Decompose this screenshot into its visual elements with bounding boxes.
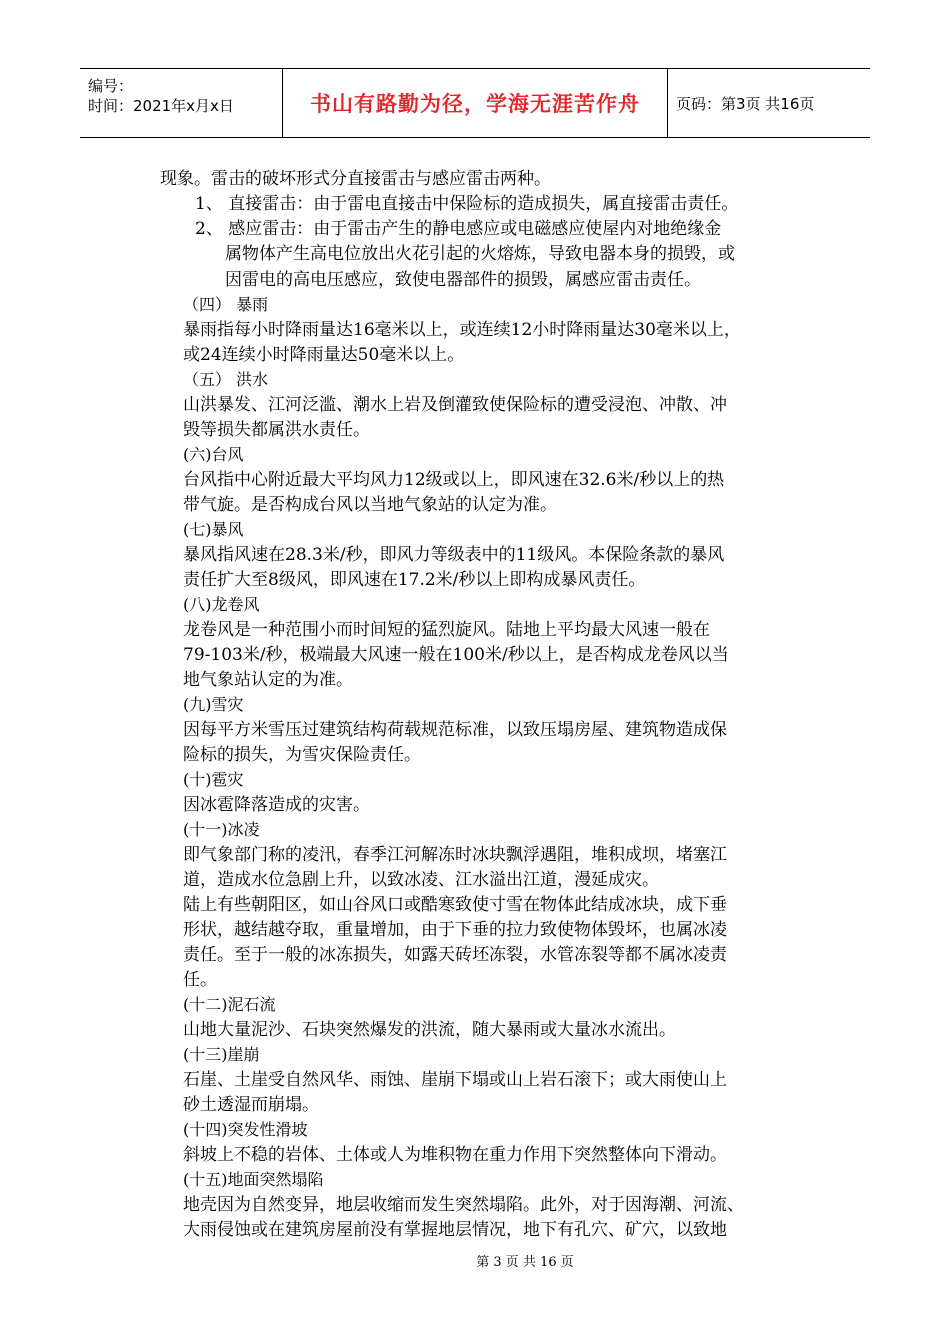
body-line: 形状，越结越夺取，重量增加，由于下垂的拉力致使物体毁坏，也属冰凌 <box>183 920 727 940</box>
section-heading: (十五)地面突然塌陷 <box>183 1170 324 1189</box>
body-line: 石崖、土崖受自然风华、雨蚀、崖崩下塌或山上岩石滚下；或大雨使山上 <box>183 1070 727 1090</box>
body-line: 大雨侵蚀或在建筑房屋前没有掌握地层情况，地下有孔穴、矿穴，以致地 <box>183 1220 727 1240</box>
section-heading: (八)龙卷风 <box>183 595 260 614</box>
list-item-2: 2、 感应雷击：由于雷击产生的静电感应或电磁感应使屋内对地绝缘金 <box>195 219 722 239</box>
body-line: 责任扩大至8级风，即风速在17.2米/秒以上即构成暴风责任。 <box>183 570 646 590</box>
body-line: 因雷电的高电压感应，致使电器部件的损毁，属感应雷击责任。 <box>225 270 701 290</box>
body-line: 陆上有些朝阳区，如山谷风口或酷寒致使寸雪在物体此结成冰块，成下垂 <box>183 895 727 915</box>
body-line: 砂土透湿而崩塌。 <box>183 1095 319 1115</box>
page-header <box>80 68 870 138</box>
body-line: 现象。雷击的破坏形式分直接雷击与感应雷击两种。 <box>160 169 551 189</box>
document-number-label: 编号： <box>88 77 134 95</box>
body-line: 属物体产生高电位放出火花引起的火熔炼，导致电器本身的损毁，或 <box>225 244 735 264</box>
header-page-info: 页码：第3页 共16页 <box>676 94 815 113</box>
body-line: 因冰雹降落造成的灾害。 <box>183 795 370 815</box>
section-heading: (十二)泥石流 <box>183 995 276 1014</box>
header-meta <box>80 69 283 137</box>
document-date-label: 时间：2021年x月x日 <box>88 97 234 115</box>
body-line: 地气象站认定的为准。 <box>183 670 353 690</box>
header-motto: 书山有路勤为径，学海无涯苦作舟 <box>310 92 640 116</box>
body-line: 险标的损失，为雪灾保险责任。 <box>183 745 421 765</box>
section-heading: (十一)冰凌 <box>183 820 260 839</box>
body-line: 道，造成水位急剧上升，以致冰凌、江水溢出江道，漫延成灾。 <box>183 870 659 890</box>
body-line: 山洪暴发、江河泛滥、潮水上岩及倒灌致使保险标的遭受浸泡、冲散、冲 <box>183 395 727 415</box>
page-footer <box>0 1251 950 1270</box>
section-heading: (六)台风 <box>183 445 244 464</box>
body-line: 即气象部门称的凌汛，春季江河解冻时冰块飘浮遇阻，堆积成坝，堵塞江 <box>183 845 727 865</box>
body-line: 或24连续小时降雨量达50毫米以上。 <box>183 345 465 365</box>
body-line: 地壳因为自然变异，地层收缩而发生突然塌陷。此外，对于因海潮、河流、 <box>183 1195 744 1215</box>
body-line: 暴风指风速在28.3米/秒，即风力等级表中的11级风。本保险条款的暴风 <box>183 545 725 565</box>
footer-page-number: 第 3 页 共 16 页 <box>476 1255 574 1270</box>
body-line: 毁等损失都属洪水责任。 <box>183 420 370 440</box>
section-heading: (七)暴风 <box>183 520 244 539</box>
section-heading: (十)雹灾 <box>183 770 244 789</box>
section-heading: (十四)突发性滑坡 <box>183 1120 308 1139</box>
body-line: 暴雨指每小时降雨量达16毫米以上，或连续12小时降雨量达30毫米以上， <box>183 320 741 340</box>
section-heading: (九)雪灾 <box>183 695 244 714</box>
body-line: 任。 <box>183 970 217 990</box>
body-line: 因每平方米雪压过建筑结构荷载规范标准，以致压塌房屋、建筑物造成保 <box>183 720 727 740</box>
body-line: 斜坡上不稳的岩体、土体或人为堆积物在重力作用下突然整体向下滑动。 <box>183 1145 727 1165</box>
section-heading: （五） 洪水 <box>183 370 269 389</box>
body-line: 龙卷风是一种范围小而时间短的猛烈旋风。陆地上平均最大风速一般在 <box>183 620 710 640</box>
body-line: 台风指中心附近最大平均风力12级或以上，即风速在32.6米/秒以上的热 <box>183 470 725 490</box>
body-line: 79-103米/秒，极端最大风速一般在100米/秒以上，是否构成龙卷风以当 <box>183 645 729 665</box>
list-item-1: 1、 直接雷击：由于雷电直接击中保险标的造成损失，属直接雷击责任。 <box>195 194 739 214</box>
header-motto-cell <box>283 69 668 137</box>
body-line: 山地大量泥沙、石块突然爆发的洪流，随大暴雨或大量冰水流出。 <box>183 1020 676 1040</box>
body-line: 责任。至于一般的冰冻损失，如露天砖坯冻裂，水管冻裂等都不属冰凌责 <box>183 945 727 965</box>
body-line: 带气旋。是否构成台风以当地气象站的认定为准。 <box>183 495 557 515</box>
header-page-cell <box>668 69 870 137</box>
section-heading: (十三)崖崩 <box>183 1045 260 1064</box>
section-heading: （四） 暴雨 <box>183 295 269 314</box>
